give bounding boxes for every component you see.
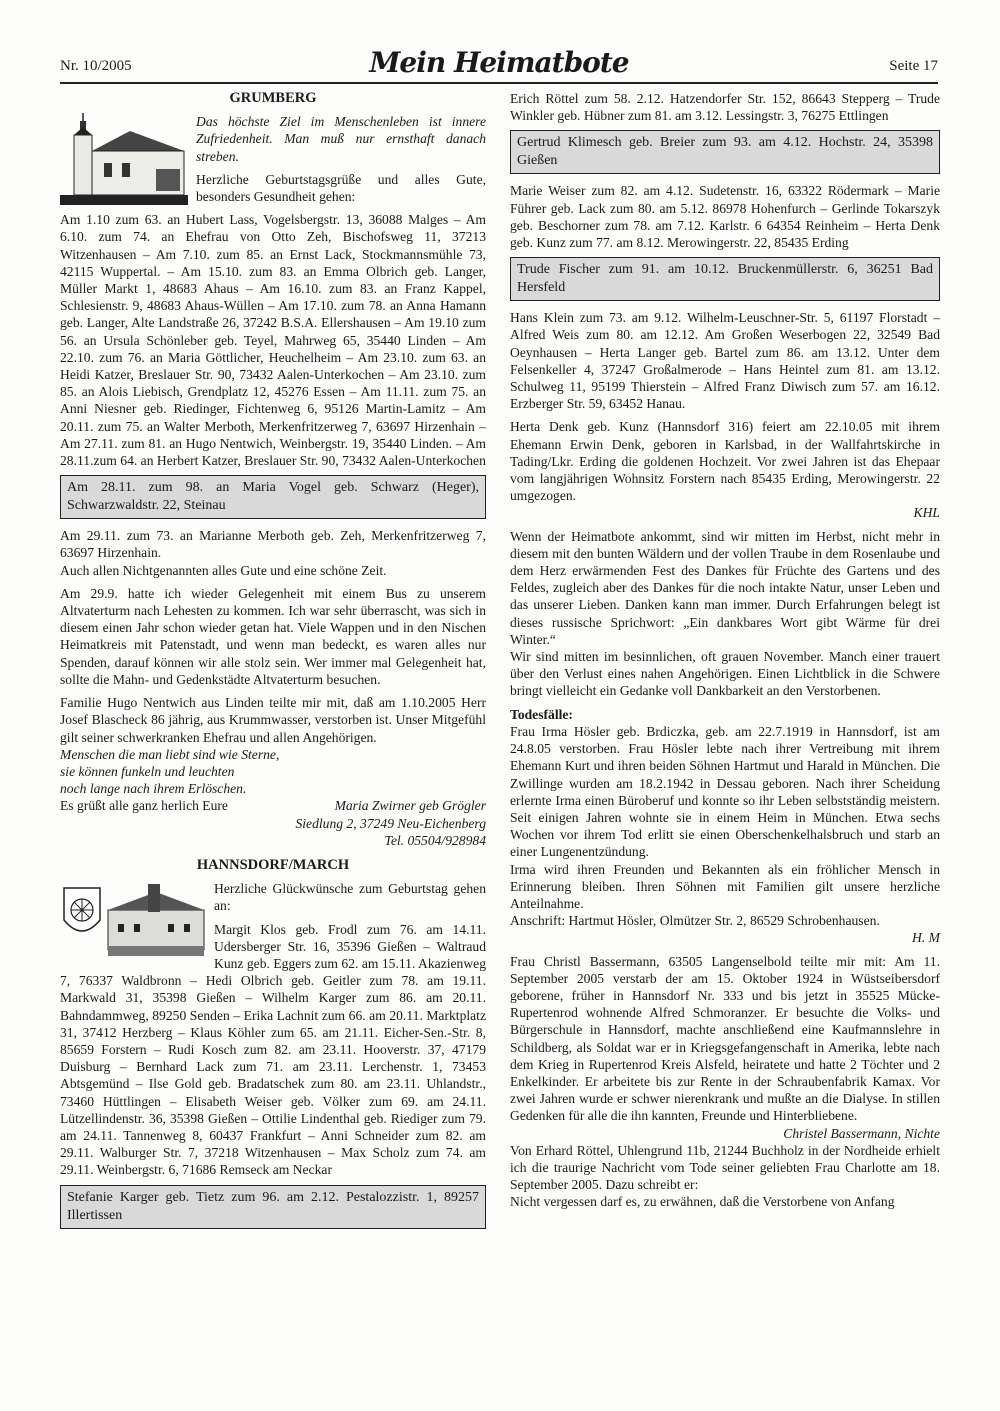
grumberg-title: GRUMBERG: [229, 90, 317, 106]
right-column: [510, 90, 940, 1211]
schmoranzer-signature: Christel Bassermann, Nichte: [783, 1125, 940, 1141]
poem-line-1: Menschen die man liebt sind wie Sterne,: [60, 746, 280, 762]
greeting-line: [60, 797, 486, 814]
signature-address: Siedlung 2, 37249 Neu-Eichenberg: [295, 815, 486, 831]
poem-line-3: noch lange nach ihrem Erlöschen.: [60, 781, 247, 797]
hannsdorf-intro: Herzliche Glückwünsche zum Geburtstag gehen an:: [214, 881, 486, 914]
page-header: [60, 46, 938, 80]
hannsdorf-birthday-list: Margit Klos geb. Frodl zum 76. am 14.11. Udersberger Str. 16, 35396 Gießen – Waltraud Kunz geb. Eggers zum 62. am 15.11. Akazienweg 7, 76337 Waldbronn – Hedi Olbrich geb. Geitler zum 78. am 19.11. Markwald 31, 35398 Gießen – Wilhelm Karger zum 86. am 20.11. Bahndammweg, 89250 Senden – Erika Lachnit zum 66. am 20.11. Marktplatz 31, 37412 Herzberg – Klaus Köhler zum 65. am 21.11. Eicher-Sen.-Str. 8, 85659 Forstern – Rudi Kosch zum 82. am 23.11. Hooverstr. 37, 47179 Duisburg – Bernhard Lack zum 71. am 23.11. Lerchenstr. 1, 73453 Abtsgemünd – Ilse Gold geb. Bradatschek zum 80. am 23.11. Uhlandstr., 73460 Hüttlingen – Elisabeth Weiser geb. Völker zum 69. am 24.11. Lützellindenstr. 36, 35398 Gießen – Ottilie Lindenthal geb. Riediger zum 79. am 24.11. Tannenweg 8, 60437 Frankfurt – Anni Schneider zum 82. am 29.11. Walburger Str. 7, 37218 Witzenhausen – Max Scholz zum 74. am 29.11. Weinbergstr. 6, 71686 Remseck am Neckar: [60, 921, 486, 1178]
grumberg-quote: Das höchste Ziel im Menschenleben ist innere Zufriedenheit. Man muß nur ernsthaft danach streben.: [196, 114, 486, 164]
grumberg-highlight-box: Am 28.11. zum 98. an Maria Vogel geb. Schwarz (Heger), Schwarzwaldstr. 22, Steinau: [60, 475, 486, 519]
poem-line-2: sie können funkeln und leuchten: [60, 763, 235, 779]
golden-wedding-paragraph: Herta Denk geb. Kunz (Hannsdorf 316) feiert am 22.10.05 mit ihrem Ehemann Erwin Denk, geboren in Karlsbad, in der Wallfahrtskirche in Tading/Lkr. Erding die goldenen Hochzeit. Vor zwei Jahren ist das Ehepaar vom langjährigen Wohnsitz Forstern nach 85435 Erding, Merowingerstr. 22 umgezogen.: [510, 419, 940, 504]
grumberg-all-wishes: Auch allen Nichtgenannten alles Gute und eine schöne Zeit.: [60, 562, 387, 578]
left-column: [60, 90, 486, 1237]
masthead-title: Mein Heimatbote: [369, 46, 629, 79]
hannsdorf-highlight-box: Stefanie Karger geb. Tietz zum 96. am 2.12. Pestalozzistr. 1, 89257 Illertissen: [60, 1185, 486, 1229]
grumberg-intro: Herzliche Geburtstagsgrüße und alles Gute, besonders Gesundheit gehen:: [196, 171, 486, 205]
grumberg-birthday-list: Am 1.10 zum 63. an Hubert Lass, Vogelsbergstr. 13, 36088 Malges – Am 6.10. zum 74. an Ehefrau von Otto Zeh, Bischofsweg 11, 37213 Witzenhausen – Am 7.10. zum 85. an Ernst Lack, Stockmannsmühle 73, 42115 Wuppertal. – Am 15.10. zum 83. an Emma Olbrich geb. Langer, Müller Markt 1, 48683 Ahaus – Am 16.10. zum 83. an Franz Kappel, Schlesienstr. 9, 48683 Ahaus-Wüllen – Am 17.10. zum 78. an Anna Hamann geb. Langer, Alte Landstraße 26, 37242 B.S.A. Ellershausen – Am 19.10 zum 56. an Ursula Schönleber geb. Teyel, Mahrweg 65, 35440 Linden – Am 22.10. zum 76. an Maria Göttlicher, Heuchelheim – Am 23.10. zum 63. an Heidi Katzer, Breslauer Str. 90, 73432 Aalen-Unterkochen – Am 23.10. zum 85. an Alois Liebisch, Grendplatz 12, 45276 Essen – Am 11.11. zum 75. an Anni Niesner geb. Riedinger, Fichtenweg 6, 95126 Martin-Lamitz – Am 20.11. zum 75. an Walter Merboth, Merkenfritzerweg 7, 63697 Hirzenhain – Am 27.11. zum 81. an Hugo Nentwich, Weinbergstr. 19, 35440 Linden. – Am 28.11.zum 64. an Herbert Katzer, Breslauer Str. 90, 73432 Aalen-Unterkochen: [60, 212, 486, 469]
schmoranzer-obituary: Frau Christl Bassermann, 63505 Langenselbold teilte mir mit: Am 11. September 2005 verstarb der am 15. Oktober 1924 in Wüstseibersdorf geborene, früher in Hannsdorf Nr. 333 und bis jetzt in 35525 Mücke-Rupertenrod wohnende Alfred Schmoranzer. Er besuchte die Volks- und Bürgerschule in Hannsdorf, machte anschließend eine Kaufmannslehre in Schildberg, als Soldat war er in Kriegsgefangenschaft in Amerika, lebte nach dem Krieg in Rupertenrod Kreis Alsfeld, heiratete und hatte 2 Töchter und 2 Enkelkinder. Er arbeitete bis zur Rente in der Schraubenfabrik Kamax. Vor zwei Jahren wurde er schwer nierenkrank und mußte an die Dialyse. In stillen Gedenken für alle die ihn kannten, Freunde und Hinterbliebene.: [510, 953, 940, 1124]
hoesler-address: Anschrift: Hartmut Hösler, Olmützer Str. 2, 86529 Schrobenhausen.: [510, 913, 880, 929]
hannsdorf-crest-and-castle: [60, 880, 206, 958]
page-number: Seite 17: [889, 58, 938, 74]
hoesler-obituary: Frau Irma Hösler geb. Brdiczka, geb. am 22.7.1919 in Hannsdorf, ist am 24.8.05 verstorben. Frau Hösler lebte nach ihrer Vertreibung mit ihrem Ehemann Kurt und ihren beiden Söhnen Hartmut und Harald in München. Die Zwillinge wurden am 18.2.1942 in Dessau geboren. Nach ihrer Scheidung erlernte Irma einen Büroberuf und konnte so ihr Leben selbstständig meistern. Seit einigen Jahren wohnte sie in einem Heim in München. Etwa sechs Wochen vor ihrem Tod erlitt sie einen Oberschenkelhalsbruch und starb an einer Lungenentzündung.: [510, 723, 940, 860]
greeting: Es grüßt alle ganz herlich Eure: [60, 798, 228, 814]
signature-phone: Tel. 05504/928984: [384, 832, 486, 848]
highlight-box-fischer: Trude Fischer zum 91. am 10.12. Bruckenmüllerstr. 6, 36251 Bad Hersfeld: [510, 257, 940, 301]
golden-wedding-signature: KHL: [913, 505, 940, 521]
deaths-heading: Todesfälle:: [510, 706, 573, 722]
header-rule: [60, 82, 938, 84]
hannsdorf-title: HANNSDORF/MARCH: [196, 856, 350, 873]
grumberg-altvaterturm-paragraph: Am 29.9. hatte ich wieder Gelegenheit mit einem Bus zu unserem Altvaterturm nach Lehesten zu kommen. Ich war sehr überrascht, was sich in diesem einen Jahr schon wieder getan hat. Viele Wappen und in den Nischen Heimatkreis mit Patenstadt, und wenn man bedeckt, es waren alles nur Spenden, darauf können wir alle stolz sein. Wer immer mal Gelegenheit hat, sollte die Mahn- und Gedenkstädte Altvaterturm besuchen.: [60, 585, 486, 687]
highlight-box-klimesch: Gertrud Klimesch geb. Breier zum 93. am 4.12. Hochstr. 24, 35398 Gießen: [510, 130, 940, 174]
hoesler-signature: H. M: [912, 930, 940, 946]
hoesler-remembrance: Irma wird ihren Freunden und Bekannten als ein fröhlicher Mensch in Erinnerung bleiben. Ihren Söhnen mit Familien gilt unsere herzliche Anteilnahme.: [510, 861, 940, 911]
autumn-paragraph: Wenn der Heimatbote ankommt, sind wir mitten im Herbst, nicht mehr in diesem mit den bunten Wäldern und der vollen Traube in dem Rosenlaube und dem Herz erwärmenden Fest des Dankes für Früchte des Gartens und des Feldes, zugleich aber des Dankes für die noch intakte Natur, unser Leben und das unserer Lieben. Danken kann man immer. Durch Erfahrungen belegt ist dieses russische Sprichwort: „Ein dankbares Wort gibt Wärme für drei Winter.“: [510, 528, 940, 647]
birthday-list-continued: Erich Röttel zum 58. 2.12. Hatzendorfer Str. 152, 86643 Stepperg – Trude Winkler geb. Hübner zum 81. am 3.12. Lessingstr. 3, 76275 Ettlingen: [510, 91, 940, 124]
grumberg-after-box: Am 29.11. zum 73. an Marianne Merboth geb. Zeh, Merkenfritzerweg 7, 63697 Hirzenhain.: [60, 528, 486, 561]
birthday-list-december: Marie Weiser zum 82. am 4.12. Sudetenstr. 16, 63322 Rödermark – Marie Führer geb. Lack zum 80. am 5.12. 86978 Hohenfurch – Gerlinde Tokarszyk geb. Beschorner zum 78. am 7.12. Karlstr. 6 64354 Reinheim – Herta Denk geb. Kunz zum 77. am 8.12. Merowingerstr. 22, 85435 Erding: [510, 183, 940, 251]
roettel-continued: Nicht vergessen darf es, zu erwähnen, daß die Verstorbene von Anfang: [510, 1194, 895, 1210]
signature-name: Maria Zwirner geb Grögler: [334, 798, 486, 814]
church-illustration: [60, 113, 188, 205]
grumberg-death-notice: Familie Hugo Nentwich aus Linden teilte mir mit, daß am 1.10.2005 Herr Josef Blascheck 86 jährig, aus Krummwasser, verstorben ist. Unser Mitgefühl gilt seiner schwerkranken Ehefrau und allen Angehörigen.: [60, 695, 486, 745]
roettel-notice: Von Erhard Röttel, Uhlengrund 11b, 21244 Buchholz in der Nordheide erhielt ich die traurige Nachricht vom Tode seiner geliebten Frau Charlotte am 18. September 2005. Dazu schreibt er:: [510, 1142, 940, 1193]
november-paragraph: Wir sind mitten im besinnlichen, oft grauen November. Manch einer trauert über den Verlust eines nahen Angehörigen. Einen Lichtblick in die Schwere bringt vielleicht ein Gedanke voll Dankbarkeit an den Verstorbenen.: [510, 649, 940, 699]
issue-number: Nr. 10/2005: [60, 58, 132, 74]
birthday-list-december-2: Hans Klein zum 73. am 9.12. Wilhelm-Leuschner-Str. 5, 61197 Florstadt – Alfred Weis zum 80. am 12.12. Am Großen Weserbogen 22, 32549 Bad Oeynhausen – Herta Langer geb. Bartel zum 86. am 13.12. Unter dem Felsenkeller 4, 37247 Großalmerode – Hans Heintel zum 81. am 13.12. Schulweg 11, 95199 Thierstein – Alfred Franz Diwisch zum 57. am 16.12. Erzberger Str. 59, 63452 Hanau.: [510, 310, 940, 412]
